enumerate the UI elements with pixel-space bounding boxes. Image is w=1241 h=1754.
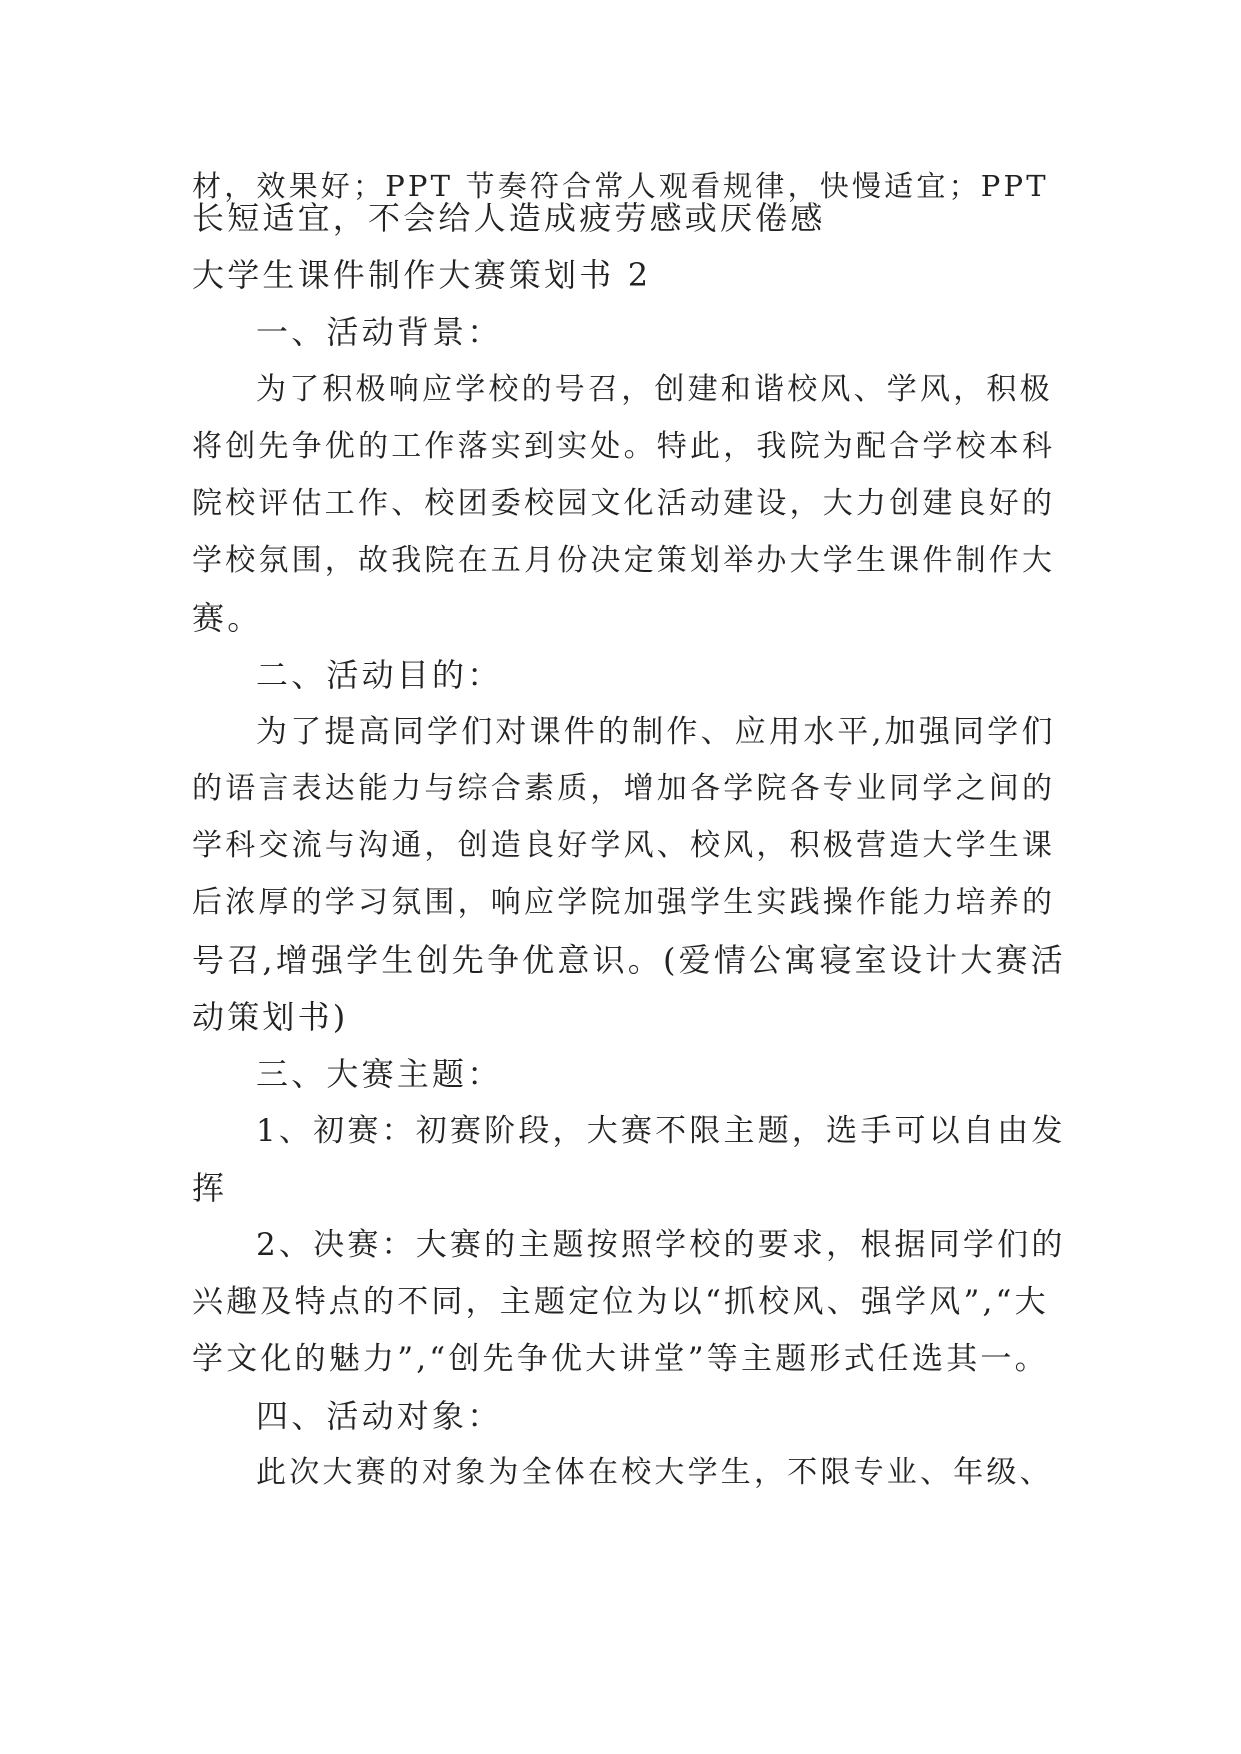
subheading: 一、活动背景：: [256, 313, 503, 351]
text-line: 院校评估工作、校团委校园文化活动建设，大力创建良好的: [192, 486, 1056, 521]
text-line: 长短适宜，不会给人造成疲劳感或厌倦感: [192, 199, 826, 237]
text-line: 赛。: [192, 599, 263, 637]
text-line: 学文化的魅力”,“创先争优大讲堂”等主题形式任选其一。: [192, 1341, 1049, 1377]
text-line: 为了积极响应学校的号召，创建和谐校风、学风，积极: [256, 372, 1053, 407]
text-line: 号召,增强学生创先争优意识。(爱情公寓寝室设计大赛活: [192, 941, 1066, 979]
subheading: 三、大赛主题：: [256, 1055, 503, 1093]
text-line: 2、决赛：大赛的主题按照学校的要求，根据同学们的: [256, 1227, 1066, 1263]
text-line: 的语言表达能力与综合素质，增加各学院各专业同学之间的: [192, 771, 1056, 806]
text-line: 将创先争优的工作落实到实处。特此，我院为配合学校本科: [192, 429, 1056, 464]
text-line: 1、初赛：初赛阶段，大赛不限主题，选手可以自由发: [256, 1113, 1066, 1149]
text-line: 兴趣及特点的不同，主题定位为以“抓校风、强学风”,“大: [192, 1284, 1049, 1320]
text-line: 为了提高同学们对课件的制作、应用水平,加强同学们: [256, 714, 1056, 750]
text-line: 动策划书): [192, 998, 349, 1036]
text-line: 材，效果好；PPT 节奏符合常人观看规律，快慢适宜；PPT: [192, 169, 1049, 203]
section-heading: 大学生课件制作大赛策划书 2: [192, 256, 652, 294]
text-line: 学校氛围，故我院在五月份决定策划举办大学生课件制作大: [192, 543, 1056, 578]
text-line: 此次大赛的对象为全体在校大学生，不限专业、年级、: [256, 1455, 1053, 1490]
text-line: 挥: [192, 1169, 228, 1207]
subheading: 四、活动对象：: [256, 1397, 503, 1435]
text-line: 学科交流与沟通，创造良好学风、校风，积极营造大学生课: [192, 828, 1056, 863]
subheading: 二、活动目的：: [256, 656, 503, 694]
text-line: 后浓厚的学习氛围，响应学院加强学生实践操作能力培养的: [192, 885, 1056, 920]
